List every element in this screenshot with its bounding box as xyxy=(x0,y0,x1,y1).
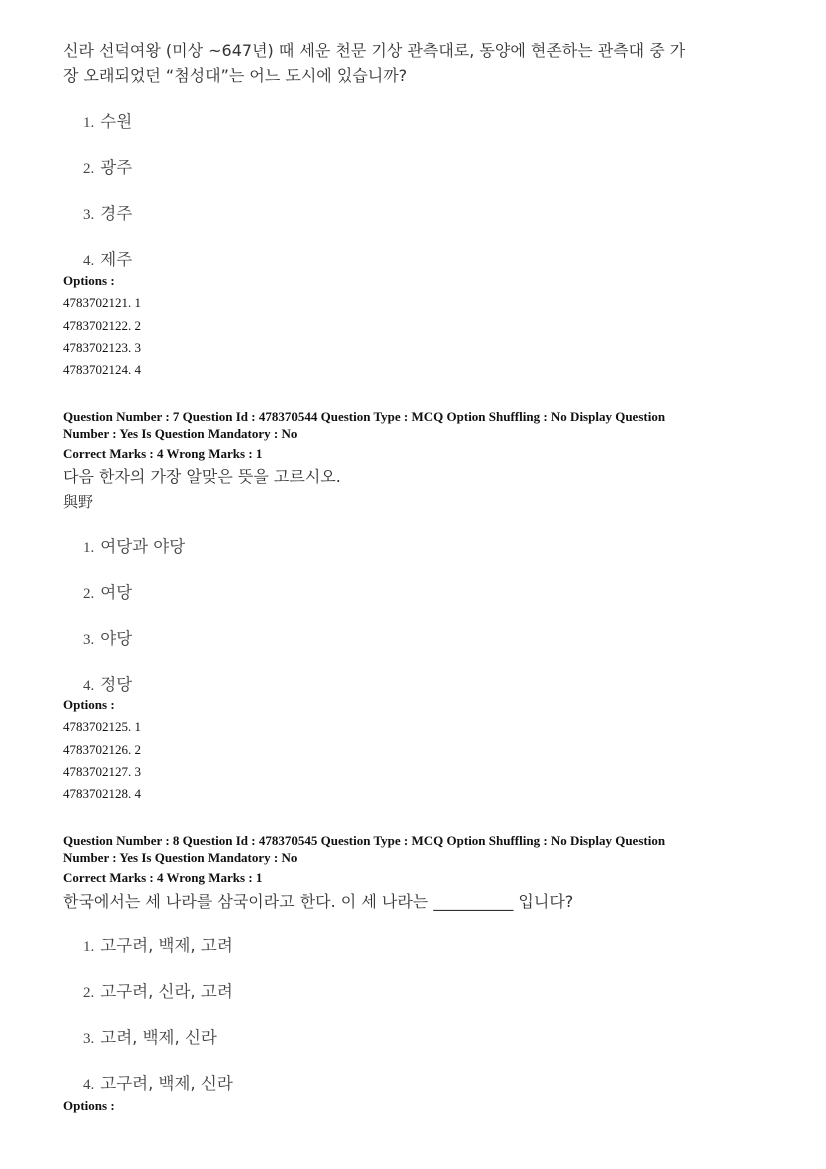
question-8-meta-line-1: Question Number : 8 Question Id : 478370545 Question Type : MCQ Option Shuffling : No Display Question xyxy=(63,833,666,848)
choice-text: 고려, 백제, 신라 xyxy=(100,1028,217,1047)
question-6-text-line-2: 장 오래되었던 “첨성대”는 어느 도시에 있습니까? xyxy=(63,66,408,85)
choice-number: 4. xyxy=(83,253,95,269)
question-7-choice-3 xyxy=(83,625,132,649)
choice-text: 야당 xyxy=(100,629,133,648)
question-7-options-label: Options : xyxy=(63,697,115,712)
question-7-option-id-2: 4783702126. 2 xyxy=(63,742,141,757)
question-8-options-label: Options : xyxy=(63,1098,115,1113)
choice-number: 2. xyxy=(83,161,95,177)
choice-text: 여당 xyxy=(100,583,133,602)
choice-number: 1. xyxy=(83,939,95,955)
question-6-options-label: Options : xyxy=(63,273,115,288)
question-8-choice-4 xyxy=(83,1070,233,1094)
question-7-option-id-3: 4783702127. 3 xyxy=(63,764,141,779)
question-7-text: 다음 한자의 가장 알맞은 뜻을 고르시오. xyxy=(63,467,341,486)
question-6-choice-3 xyxy=(83,200,132,224)
question-7-choice-1 xyxy=(83,533,185,557)
choice-text: 수원 xyxy=(100,112,133,131)
question-8-text: 한국에서는 세 나라를 삼국이라고 한다. 이 세 나라는 __________ 입니다? xyxy=(63,892,574,911)
question-6-option-id-1: 4783702121. 1 xyxy=(63,295,141,310)
choice-number: 3. xyxy=(83,207,95,223)
choice-number: 1. xyxy=(83,540,95,556)
choice-text: 제주 xyxy=(100,250,133,269)
question-6-option-id-3: 4783702123. 3 xyxy=(63,340,141,355)
question-8-choice-1 xyxy=(83,932,233,956)
question-7-meta-line-1: Question Number : 7 Question Id : 478370544 Question Type : MCQ Option Shuffling : No Display Question xyxy=(63,409,666,424)
question-8-meta-line-3: Correct Marks : 4 Wrong Marks : 1 xyxy=(63,870,263,885)
question-7-choice-4 xyxy=(83,671,132,695)
choice-text: 정당 xyxy=(100,675,133,694)
question-6-text-line-1: 신라 선덕여왕 (미상 ~647년) 때 세운 천문 기상 관측대로, 동양에 현존하는 관측대 중 가 xyxy=(63,41,686,60)
question-8-meta-line-2: Number : Yes Is Question Mandatory : No xyxy=(63,850,298,865)
question-6-option-id-4: 4783702124. 4 xyxy=(63,362,141,377)
question-7-meta-line-2: Number : Yes Is Question Mandatory : No xyxy=(63,426,298,441)
question-8-choice-2 xyxy=(83,978,233,1002)
question-6-choice-4 xyxy=(83,246,132,270)
choice-number: 3. xyxy=(83,632,95,648)
question-7-choice-2 xyxy=(83,579,132,603)
choice-number: 1. xyxy=(83,115,95,131)
choice-text: 고구려, 신라, 고려 xyxy=(100,982,233,1001)
question-6-choice-1 xyxy=(83,108,132,132)
choice-number: 3. xyxy=(83,1031,95,1047)
question-6-choice-2 xyxy=(83,154,132,178)
question-8-choice-3 xyxy=(83,1024,217,1048)
choice-number: 2. xyxy=(83,985,95,1001)
choice-number: 4. xyxy=(83,1077,95,1093)
choice-text: 고구려, 백제, 고려 xyxy=(100,936,233,955)
question-7-option-id-4: 4783702128. 4 xyxy=(63,786,141,801)
question-7-hanja: 與野 xyxy=(63,493,94,511)
choice-text: 여당과 야당 xyxy=(100,537,186,556)
choice-text: 경주 xyxy=(100,204,133,223)
choice-number: 2. xyxy=(83,586,95,602)
question-7-option-id-1: 4783702125. 1 xyxy=(63,719,141,734)
choice-text: 고구려, 백제, 신라 xyxy=(100,1074,233,1093)
choice-text: 광주 xyxy=(100,158,133,177)
question-6-option-id-2: 4783702122. 2 xyxy=(63,318,141,333)
question-7-meta-line-3: Correct Marks : 4 Wrong Marks : 1 xyxy=(63,446,263,461)
choice-number: 4. xyxy=(83,678,95,694)
